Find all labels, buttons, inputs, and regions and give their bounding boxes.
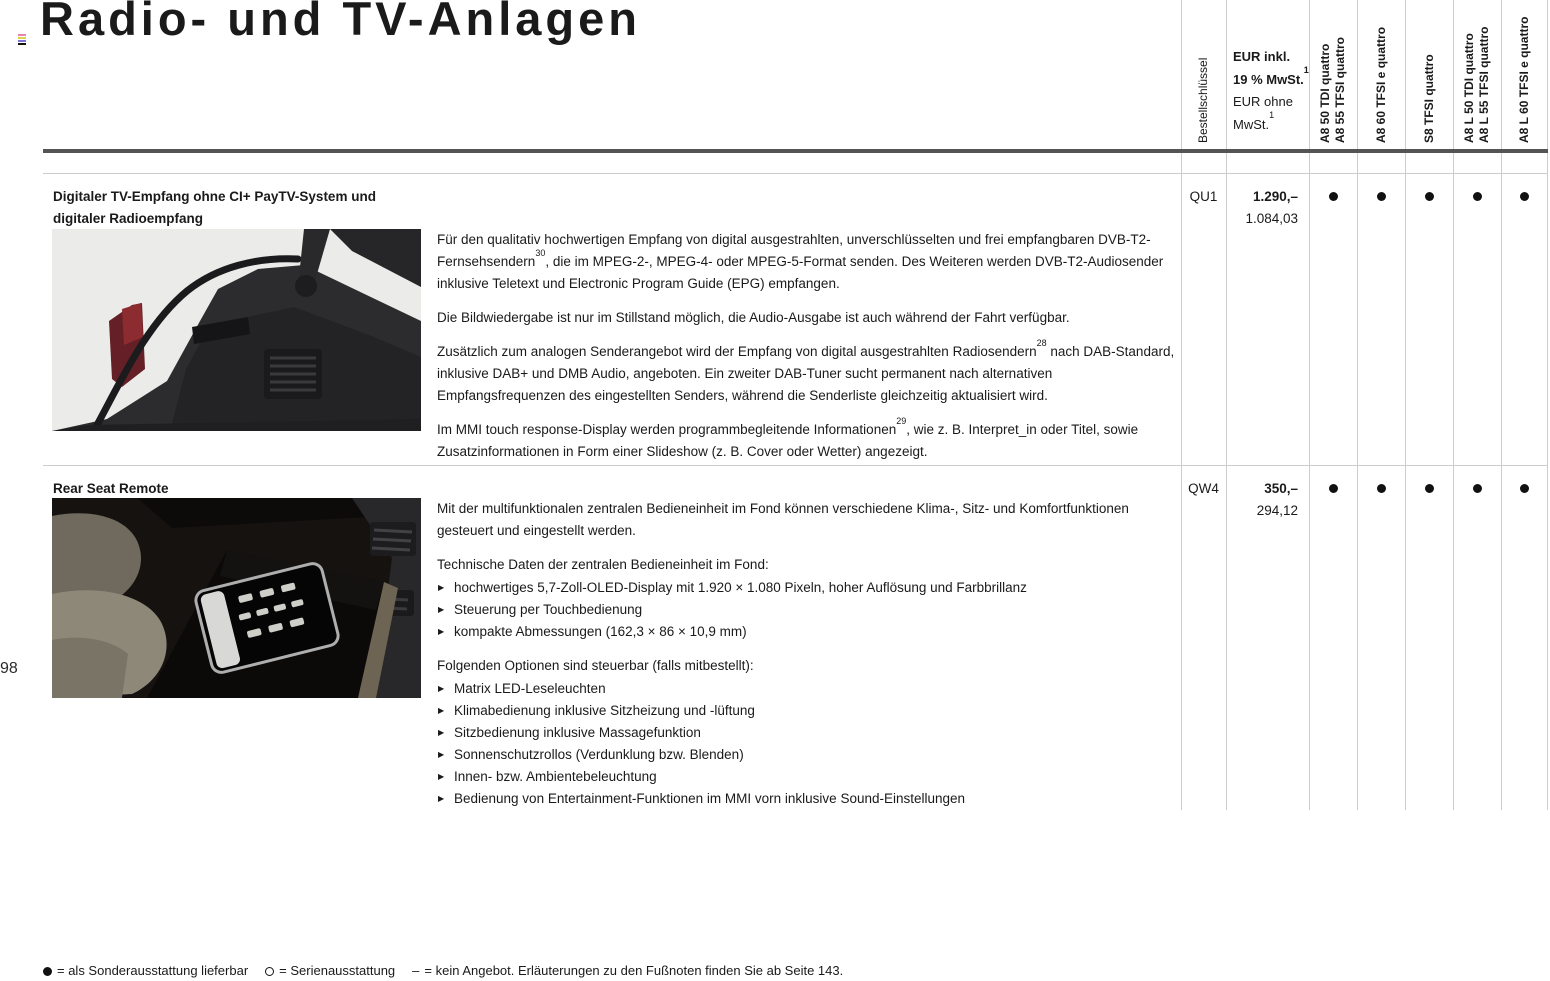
bullet-triangle-icon: ▶	[438, 772, 445, 781]
footnote-marker: 28	[1036, 337, 1047, 348]
availability-cell	[1357, 186, 1405, 206]
bullet-text: Bedienung von Entertainment-Funktionen im MMI vorn inklusive Sound-Einstellungen	[454, 791, 966, 806]
page-title: Radio- und TV-Anlagen	[40, 0, 641, 45]
bullet-triangle-icon: ▶	[438, 583, 445, 592]
filled-dot-icon	[1329, 192, 1338, 201]
price-column-header	[1226, 0, 1309, 152]
row-description	[437, 229, 1177, 475]
text-segment: Mit der multifunktionalen zentralen Bedieneinheit im Fond können verschiedene Klima-, Sitz- und Komfortfunktionen gesteuert und eingestellt werden.	[437, 501, 1129, 538]
legend-text: = Serienausstattung	[279, 963, 396, 978]
legend-item	[43, 962, 248, 980]
registration-mark-bar	[18, 34, 26, 36]
model-column-label	[1318, 0, 1348, 152]
row-title-line: digitaler Radioempfang	[53, 211, 204, 226]
table-row	[43, 465, 1548, 810]
availability-cell	[1453, 186, 1501, 206]
trunk-interior-photo	[52, 229, 421, 431]
text-segment: Technische Daten der zentralen Bedieneinheit im Fond:	[437, 557, 769, 572]
bullet-item	[437, 700, 1177, 722]
description-paragraph	[437, 498, 1177, 542]
price-incl-vat: 350,–	[1264, 481, 1298, 496]
price-cell	[1226, 478, 1309, 522]
price-excl-vat: 294,12	[1256, 503, 1298, 518]
order-code-column-header	[1181, 0, 1226, 152]
model-name-line: A8 L 50 TDI quattro	[1462, 33, 1476, 143]
table-row	[43, 173, 1548, 465]
bullet-list	[437, 678, 1177, 810]
legend-symbol	[43, 967, 52, 976]
bullet-list	[437, 577, 1177, 643]
bullet-item	[437, 621, 1177, 643]
legend-item	[265, 962, 395, 980]
model-column-header	[1453, 0, 1501, 152]
availability-cell	[1501, 186, 1548, 206]
bullet-triangle-icon: ▶	[438, 706, 445, 715]
model-column-header	[1309, 0, 1357, 152]
text-segment: Zusätzlich zum analogen Senderangebot wird der Empfang von digital ausgestrahlten Radiosendern	[437, 344, 1037, 359]
text-segment: Die Bildwiedergabe ist nur im Stillstand möglich, die Audio-Ausgabe ist auch während der Fahrt verfügbar.	[437, 310, 1070, 325]
open-dot-icon	[265, 967, 274, 976]
order-code: QW4	[1188, 481, 1219, 496]
text-segment: , wie z. B. Interpret_in oder Titel, sowie Zusatzinformationen in Form einer Slideshow (z. B. Cover oder Wetter) angezeigt.	[437, 422, 1139, 459]
filled-dot-icon	[1425, 192, 1434, 201]
availability-cell	[1309, 478, 1357, 498]
page-number: 98	[0, 660, 18, 677]
price-header-text: MwSt.	[1233, 116, 1270, 132]
description-paragraph	[437, 655, 1177, 677]
bullet-triangle-icon: ▶	[438, 605, 445, 614]
bullet-triangle-icon: ▶	[438, 728, 445, 737]
price-cell	[1226, 186, 1309, 230]
filled-dot-icon	[1377, 192, 1386, 201]
model-column-label	[1422, 0, 1437, 152]
row-title-line: Rear Seat Remote	[53, 481, 169, 496]
bullet-text: Matrix LED-Leseleuchten	[454, 681, 606, 696]
bullet-text: Sitzbedienung inklusive Massagefunktion	[454, 725, 701, 740]
rear-seat-remote-photo	[52, 498, 421, 698]
model-name-line: A8 55 TFSI quattro	[1333, 36, 1347, 143]
footnote-marker: 1	[1303, 65, 1309, 76]
model-column-label	[1462, 0, 1492, 152]
print-registration-mark-icon	[18, 34, 26, 46]
price-header-text: 19 % MwSt.	[1233, 71, 1304, 87]
footnote-marker: 29	[896, 415, 907, 426]
row-title	[53, 186, 433, 230]
availability-cell	[1309, 186, 1357, 206]
model-column-header	[1501, 0, 1548, 152]
model-name-line: A8 L 55 TFSI quattro	[1477, 26, 1491, 143]
model-name-line: A8 60 TFSI e quattro	[1373, 26, 1388, 143]
availability-cell	[1405, 478, 1453, 498]
bullet-item	[437, 766, 1177, 788]
price-incl-vat: 1.290,–	[1252, 189, 1298, 204]
filled-dot-icon	[1473, 192, 1482, 201]
bullet-text: hochwertiges 5,7-Zoll-OLED-Display mit 1.920 × 1.080 Pixeln, hoher Auflösung und Farbbrillanz	[454, 580, 1027, 595]
bullet-text: Klimabedienung inklusive Sitzheizung und -lüftung	[454, 703, 755, 718]
order-code: QU1	[1189, 189, 1218, 204]
footnote-marker: 30	[535, 247, 546, 258]
trunk-interior-photo-svg	[52, 229, 421, 431]
availability-cell	[1405, 186, 1453, 206]
filled-dot-icon	[1520, 192, 1529, 201]
model-column-header	[1405, 0, 1453, 152]
model-column-label	[1517, 0, 1532, 152]
text-segment: Folgenden Optionen sind steuerbar (falls mitbestellt):	[437, 658, 754, 673]
bullet-text: Sonnenschutzrollos (Verdunklung bzw. Blenden)	[454, 747, 744, 762]
filled-dot-icon	[1520, 484, 1529, 493]
bullet-triangle-icon: ▶	[438, 750, 445, 759]
text-segment: Für den qualitativ hochwertigen Empfang von digital ausgestrahlten, unverschlüsselten und frei empfangbaren DVB-T2-Fernsehsendern	[437, 232, 1151, 269]
bullet-item	[437, 722, 1177, 744]
bullet-triangle-icon: ▶	[438, 684, 445, 693]
legend-item	[412, 962, 843, 980]
rear-seat-remote-photo-svg	[52, 498, 421, 698]
bullet-item	[437, 744, 1177, 766]
row-title-line: Digitaler TV-Empfang ohne CI+ PayTV-System und	[53, 189, 376, 204]
description-paragraph	[437, 229, 1177, 295]
bullet-item	[437, 678, 1177, 700]
bullet-triangle-icon: ▶	[438, 794, 445, 803]
text-segment: nach DAB-Standard, inklusive DAB+ und DMB Audio, angeboten. Ein zweiter DAB-Tuner sucht permanent nach alternativen Empfangsfrequenzen des eingestellten Senders, während die Senderliste gleichzeitig aktualisiert wird.	[437, 344, 1175, 403]
table-header	[1181, 0, 1548, 152]
availability-cell	[1357, 478, 1405, 498]
description-paragraph	[437, 337, 1177, 407]
price-excl-vat: 1.084,03	[1245, 211, 1298, 226]
filled-dot-icon	[1425, 484, 1434, 493]
bullet-item	[437, 577, 1177, 599]
price-header-line	[1233, 65, 1309, 92]
model-column-header	[1357, 0, 1405, 152]
row-description	[437, 498, 1177, 822]
price-header-line	[1233, 110, 1309, 137]
filled-dot-icon	[1377, 484, 1386, 493]
table-body	[43, 173, 1548, 810]
description-paragraph	[437, 307, 1177, 329]
model-name-line: S8 TFSI quattro	[1421, 54, 1436, 143]
availability-cell	[1501, 478, 1548, 498]
availability-cell	[1453, 478, 1501, 498]
price-header-line: EUR inkl.	[1233, 49, 1291, 64]
filled-dot-icon	[1329, 484, 1338, 493]
text-segment: , die im MPEG-2-, MPEG-4- oder MPEG-5-Format senden. Des Weiteren werden DVB-T2-Audiosender inklusive Teletext und Electronic Program Guide (EPG) empfangen.	[437, 254, 1164, 291]
bullet-text: kompakte Abmessungen (162,3 × 86 × 10,9 mm)	[454, 624, 747, 639]
text-segment: Im MMI touch response-Display werden programmbegleitende Informationen	[437, 422, 897, 437]
description-paragraph	[437, 554, 1177, 576]
registration-mark-bar	[18, 37, 26, 39]
filled-dot-icon	[1473, 484, 1482, 493]
bullet-item	[437, 788, 1177, 810]
registration-mark-bar	[18, 40, 26, 42]
header-rule	[43, 149, 1548, 153]
registration-mark-bar	[18, 43, 26, 45]
legend-text: = als Sonderausstattung lieferbar	[57, 963, 249, 978]
model-name-line: A8 50 TDI quattro	[1318, 43, 1332, 143]
bullet-item	[437, 599, 1177, 621]
model-name-line: A8 L 60 TFSI e quattro	[1517, 16, 1531, 143]
model-column-label	[1374, 0, 1389, 152]
filled-dot-icon	[43, 967, 52, 976]
bullet-text: Steuerung per Touchbedienung	[454, 602, 643, 617]
footer-legend	[43, 962, 843, 980]
order-code-column-label: Bestellschlüssel	[1196, 57, 1210, 143]
footnote-marker: 1	[1269, 110, 1275, 121]
price-header-text: EUR ohne	[1233, 94, 1293, 109]
model-columns	[1309, 0, 1548, 152]
legend-symbol	[265, 967, 274, 976]
description-paragraph	[437, 415, 1177, 463]
dash-symbol: –	[412, 963, 420, 978]
legend-text: = kein Angebot. Erläuterungen zu den Fußnoten finden Sie ab Seite 143.	[424, 963, 844, 978]
bullet-triangle-icon: ▶	[438, 627, 445, 636]
row-title	[53, 478, 433, 500]
bullet-text: Innen- bzw. Ambientebeleuchtung	[454, 769, 657, 784]
